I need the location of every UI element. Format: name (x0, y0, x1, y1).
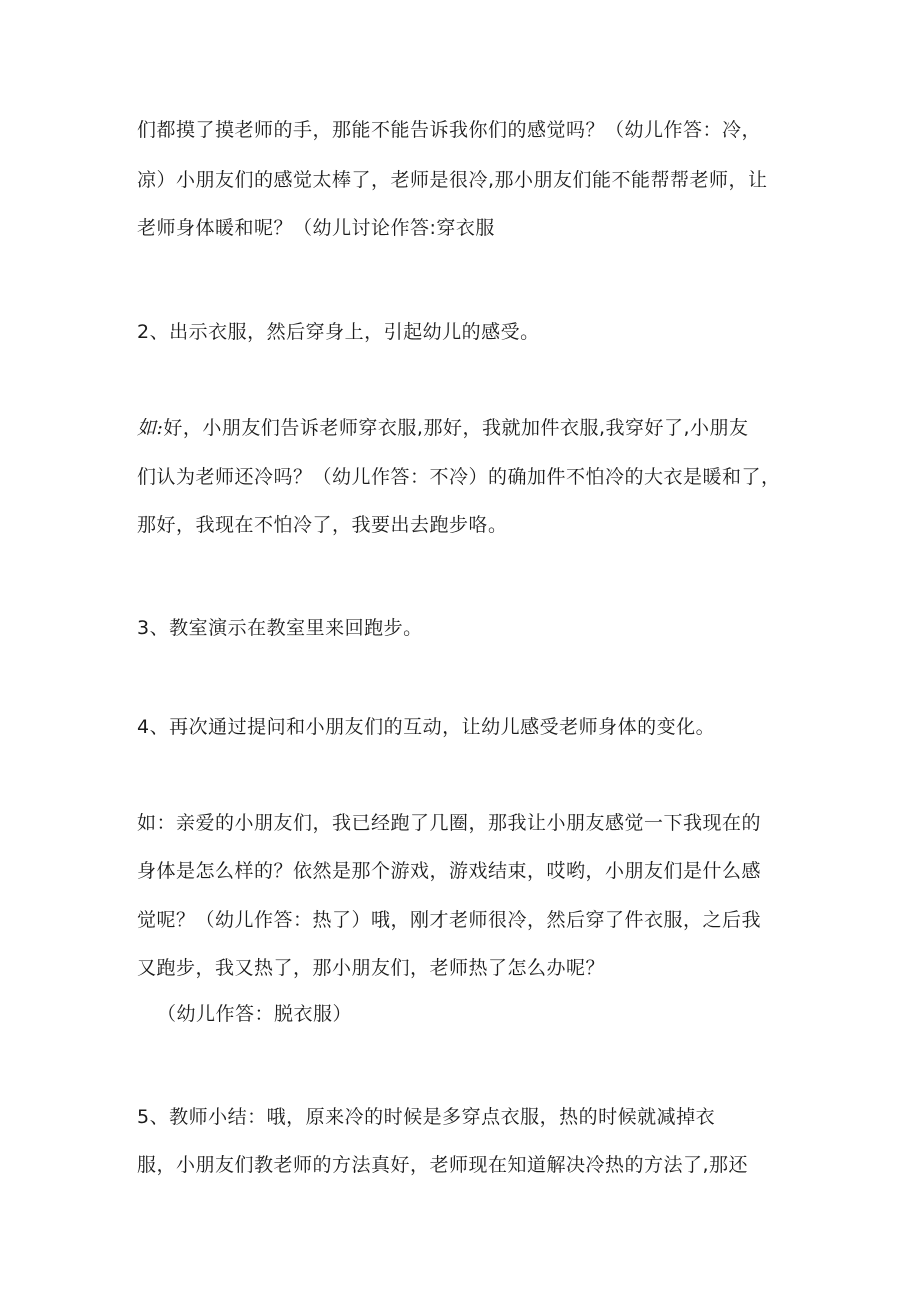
paragraph-3-line-3: 觉呢？（幼儿作答：热了）哦，刚才老师很冷，然后穿了件衣服，之后我 (137, 909, 762, 931)
paragraph-2-prefix: 如: (137, 417, 164, 439)
step-2-heading: 2、出示衣服，然后穿身上，引起幼儿的感受。 (137, 321, 540, 343)
paragraph-2-line-1-text: 好，小朋友们告诉老师穿衣服,那好，我就加件衣服,我穿好了,小朋友 (163, 417, 749, 439)
step-3-heading: 3、教室演示在教室里来回跑步。 (137, 617, 423, 639)
paragraph-3-line-2: 身体是怎么样的？依然是那个游戏，游戏结束，哎哟，小朋友们是什么感 (137, 860, 762, 882)
paragraph-3-line-4: 又跑步，我又热了，那小朋友们，老师热了怎么办呢？ (137, 957, 606, 979)
step-5-line-1: 5、教师小结：哦，原来冷的时候是多穿点衣服，热的时候就减掉衣 (137, 1106, 716, 1128)
paragraph-3-line-1: 如：亲爱的小朋友们，我已经跑了几圈，那我让小朋友感觉一下我现在的 (137, 812, 762, 834)
paragraph-1-line-1: 们都摸了摸老师的手，那能不能告诉我你们的感觉吗？（幼儿作答：冷， (137, 119, 762, 141)
step-5-line-2: 服，小朋友们教老师的方法真好，老师现在知道解决冷热的方法了,那还 (137, 1154, 749, 1176)
paragraph-1-line-3: 老师身体暖和呢？（幼儿讨论作答:穿衣服 (137, 217, 495, 239)
paragraph-2-line-3: 那好，我现在不怕冷了，我要出去跑步咯。 (137, 514, 508, 536)
paragraph-2-line-1 (137, 416, 749, 440)
paragraph-2-line-2: 们认为老师还冷吗？（幼儿作答：不冷）的确加件不怕冷的大衣是暖和了， (137, 466, 781, 488)
paragraph-3-line-5: （幼儿作答：脱衣服） (157, 1003, 353, 1025)
step-4-heading: 4、再次通过提问和小朋友们的互动，让幼儿感受老师身体的变化。 (137, 716, 716, 738)
paragraph-1-line-2: 凉）小朋友们的感觉太棒了，老师是很冷,那小朋友们能不能帮帮老师，让 (137, 169, 768, 191)
